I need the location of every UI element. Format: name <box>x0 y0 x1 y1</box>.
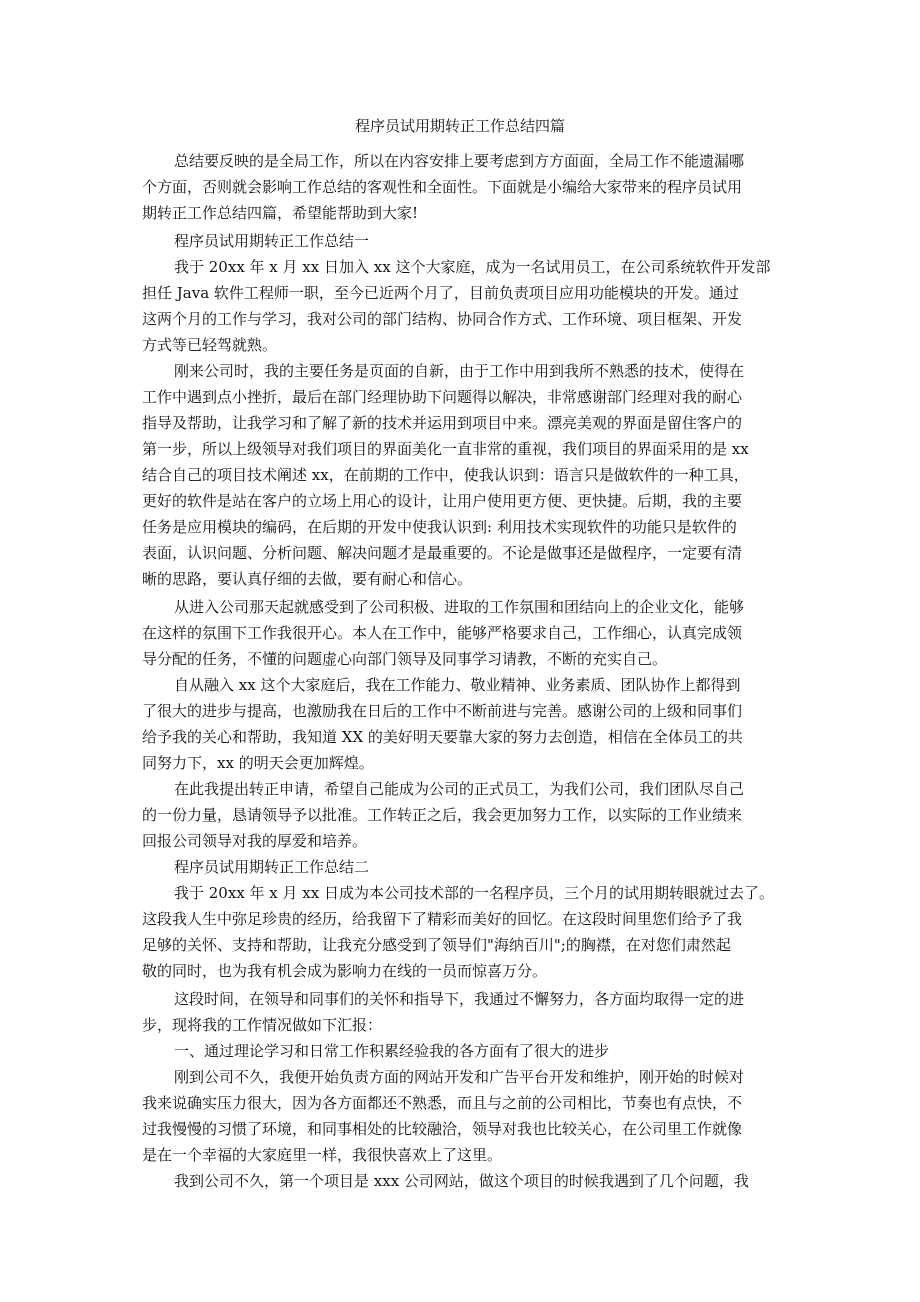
document-title: 程序员试用期转正工作总结四篇 <box>354 117 565 135</box>
text-line: 晰的思路，要认真仔细的去做，要有耐心和信心。 <box>142 570 473 588</box>
text-line: 总结要反映的是全局工作，所以在内容安排上要考虑到方方面面，全局工作不能遗漏哪 <box>174 152 745 170</box>
text-line: 从进入公司那天起就感受到了公司积极、进取的工作氛围和团结向上的企业文化，能够 <box>174 598 745 616</box>
text-line: 这两个月的工作与学习，我对公司的部门结构、协同合作方式、工作环境、项目框架、开发 <box>142 310 743 328</box>
text-line: 更好的软件是站在客户的立场上用心的设计，让用户使用更方便、更快捷。后期，我的主要 <box>142 492 743 510</box>
text-line: 这段我人生中弥足珍贵的经历，给我留下了精彩而美好的回忆。在这段时间里您们给予了我 <box>142 910 743 928</box>
text-line: 个方面，否则就会影响工作总结的客观性和全面性。下面就是小编给大家带来的程序员试用 <box>142 178 743 196</box>
text-line: 在此我提出转正申请，希望自己能成为公司的正式员工，为我们公司，我们团队尽自己 <box>174 780 745 798</box>
section-heading: 一、通过理论学习和日常工作积累经验我的各方面有了很大的进步 <box>174 1042 610 1060</box>
text-line: 是在一个幸福的大家庭里一样，我很快喜欢上了这里。 <box>142 1146 503 1164</box>
text-line: 的一份力量，恳请领导予以批准。工作转正之后，我会更加努力工作，以实际的工作业绩来 <box>142 806 743 824</box>
text-line: 任务是应用模块的编码，在后期的开发中使我认识到: 利用技术实现软件的功能只是软件的 <box>142 518 737 536</box>
text-line: 工作中遇到点小挫折，最后在部门经理协助下问题得以解决，非常感谢部门经理对我的耐心 <box>142 388 743 406</box>
text-line: 结合自己的项目技术阐述 xx，在前期的工作中，使我认识到：语言只是做软件的一种工具， <box>142 466 749 484</box>
text-line: 自从融入 xx 这个大家庭后，我在工作能力、敬业精神、业务素质、团队协作上都得到 <box>174 676 741 694</box>
section-heading: 程序员试用期转正工作总结二 <box>174 858 370 876</box>
text-line: 指导及帮助，让我学习和了解了新的技术并运用到项目中来。漂亮美观的界面是留住客户的 <box>142 414 743 432</box>
text-line: 步，现将我的工作情况做如下汇报： <box>142 1016 383 1034</box>
text-line: 同努力下，xx 的明天会更加辉煌。 <box>142 754 374 772</box>
text-line: 第一步，所以上级领导对我们项目的界面美化一直非常的重视，我们项目的界面采用的是 xx <box>142 440 749 458</box>
section-heading: 程序员试用期转正工作总结一 <box>174 232 370 250</box>
text-line: 过我慢慢的习惯了环境，和同事相处的比较融洽，领导对我也比较关心，在公司里工作就像 <box>142 1120 743 1138</box>
text-line: 期转正工作总结四篇，希望能帮助到大家! <box>142 204 419 222</box>
text-line: 给予我的关心和帮助，我知道 XX 的美好明天要靠大家的努力去创造，相信在全体员工的共 <box>142 728 743 746</box>
text-line: 这段时间，在领导和同事们的关怀和指导下，我通过不懈努力，各方面均取得一定的进 <box>174 990 745 1008</box>
text-line: 足够的关怀、支持和帮助，让我充分感受到了领导们"海纳百川";的胸襟，在对您们肃然起 <box>142 936 731 954</box>
text-line: 了很大的进步与提高，也激励我在日后的工作中不断前进与完善。感谢公司的上级和同事们 <box>142 702 743 720</box>
text-line: 我于 20xx 年 x 月 xx 日成为本公司技术部的一名程序员，三个月的试用期转眼就过去了。 <box>174 884 774 902</box>
text-line: 在这样的氛围下工作我很开心。本人在工作中，能够严格要求自己，工作细心，认真完成领 <box>142 624 743 642</box>
text-line: 方式等已轻驾就熟。 <box>142 336 278 354</box>
text-line: 敬的同时，也为我有机会成为影响力在线的一员而惊喜万分。 <box>142 962 548 980</box>
text-line: 刚到公司不久，我便开始负责方面的网站开发和广告平台开发和维护，刚开始的时候对 <box>174 1068 745 1086</box>
text-line: 刚来公司时，我的主要任务是页面的自新，由于工作中用到我所不熟悉的技术，使得在 <box>174 362 745 380</box>
text-line: 我到公司不久，第一个项目是 xxx 公司网站，做这个项目的时候我遇到了几个问题，我 <box>174 1172 749 1190</box>
text-line: 表面，认识问题、分析问题、解决问题才是最重要的。不论是做事还是做程序，一定要有清 <box>142 544 743 562</box>
text-line: 我于 20xx 年 x 月 xx 日加入 xx 这个大家庭，成为一名试用员工，在公司系统软件开发部 <box>174 258 771 276</box>
text-line: 担任 Java 软件工程师一职，至今已近两个月了，目前负责项目应用功能模块的开发。通过 <box>142 284 739 302</box>
text-line: 我来说确实压力很大，因为各方面都还不熟悉，而且与之前的公司相比，节奏也有点快，不 <box>142 1094 743 1112</box>
text-line: 回报公司领导对我的厚爱和培养。 <box>142 832 368 850</box>
text-line: 导分配的任务，不懂的问题虚心向部门领导及同事学习请教，不断的充实自己。 <box>142 650 668 668</box>
